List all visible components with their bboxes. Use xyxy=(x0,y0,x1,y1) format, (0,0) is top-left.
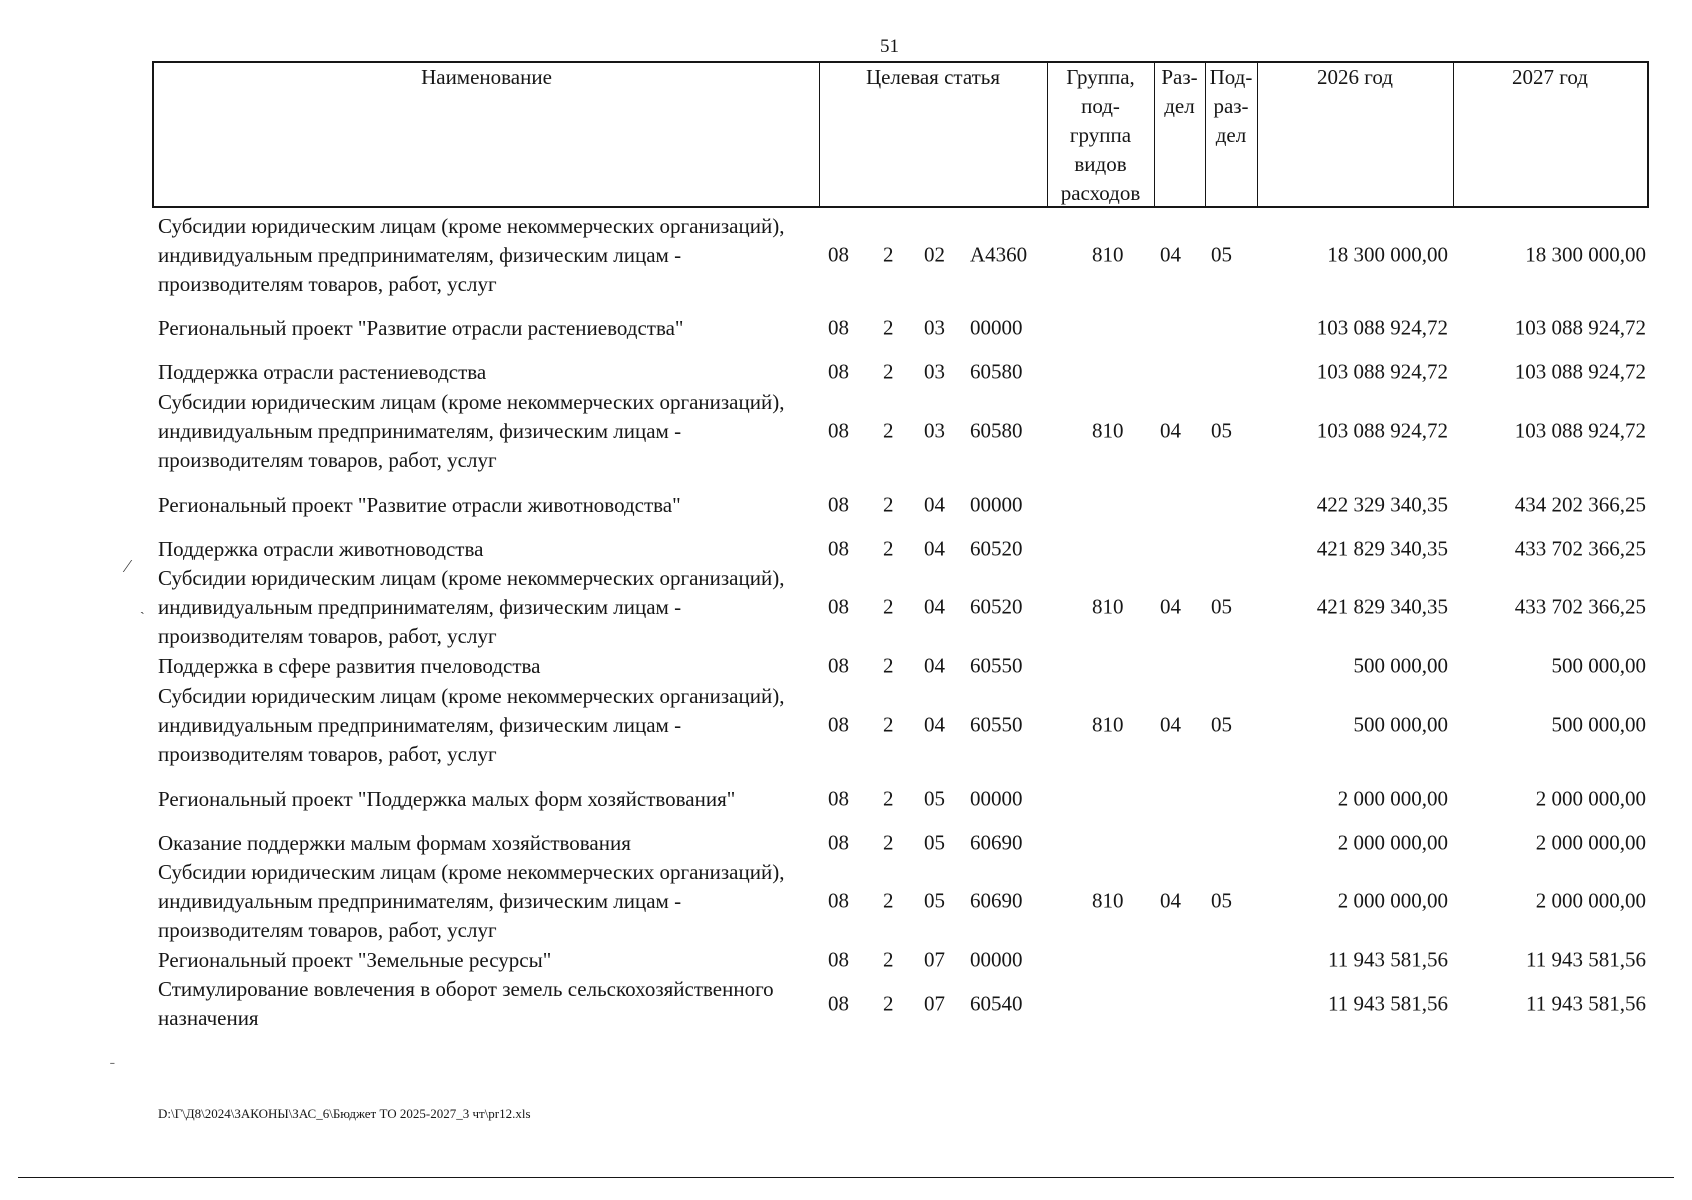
header-section xyxy=(1154,63,1205,121)
header-subsection-line: Под- xyxy=(1209,65,1253,89)
row-name: Субсидии юридическим лицам (кроме некоммерческих организаций), индивидуальным предпринимателям, физическим лицам - производителям товаров, работ, услуг xyxy=(158,565,785,648)
code-direction: 00000 xyxy=(970,947,1023,972)
code-direction: 60580 xyxy=(970,418,1023,443)
code-program: 08 xyxy=(828,991,849,1016)
header-year-2026: 2026 год xyxy=(1317,65,1393,89)
amount-2027: 500 000,00 xyxy=(1551,653,1646,678)
code-subprogram: 2 xyxy=(883,888,894,913)
code-program: 08 xyxy=(828,492,849,517)
code-program: 08 xyxy=(828,536,849,561)
subsection-code: 05 xyxy=(1211,712,1232,737)
scan-artifact-icon: ˏ xyxy=(140,600,145,615)
code-main-event: 05 xyxy=(924,786,945,811)
code-program: 08 xyxy=(828,242,849,267)
code-direction: 60690 xyxy=(970,888,1023,913)
code-program: 08 xyxy=(828,888,849,913)
row-name: Субсидии юридическим лицам (кроме некоммерческих организаций), индивидуальным предпринимателям, физическим лицам - производителям товаров, работ, услуг xyxy=(158,859,785,942)
row-name: Поддержка в сфере развития пчеловодства xyxy=(158,653,541,678)
code-program: 08 xyxy=(828,830,849,855)
section-code: 04 xyxy=(1160,418,1181,443)
code-subprogram: 2 xyxy=(883,594,894,619)
code-direction: 60690 xyxy=(970,830,1023,855)
section-code: 04 xyxy=(1160,712,1181,737)
code-subprogram: 2 xyxy=(883,536,894,561)
code-direction: 00000 xyxy=(970,492,1023,517)
amount-2026: 500 000,00 xyxy=(1353,712,1448,737)
code-direction: 60520 xyxy=(970,536,1023,561)
subsection-code: 05 xyxy=(1211,242,1232,267)
row-name: Оказание поддержки малым формам хозяйствования xyxy=(158,830,631,855)
amount-2027: 2 000 000,00 xyxy=(1535,888,1646,913)
code-main-event: 04 xyxy=(924,653,945,678)
amount-2026: 103 088 924,72 xyxy=(1316,359,1448,384)
code-direction: 60550 xyxy=(970,653,1023,678)
header-section-line: Раз- xyxy=(1161,65,1198,89)
amount-2027: 103 088 924,72 xyxy=(1514,315,1646,340)
code-program: 08 xyxy=(828,947,849,972)
amount-2026: 2 000 000,00 xyxy=(1337,888,1448,913)
code-main-event: 07 xyxy=(924,991,945,1016)
amount-2026: 422 329 340,35 xyxy=(1316,492,1448,517)
amount-2027: 103 088 924,72 xyxy=(1514,359,1646,384)
amount-2026: 421 829 340,35 xyxy=(1316,594,1448,619)
header-target-article: Целевая статья xyxy=(865,65,1001,89)
header-section-line: дел xyxy=(1164,94,1195,118)
section-code: 04 xyxy=(1160,594,1181,619)
amount-2027: 11 943 581,56 xyxy=(1526,947,1646,972)
code-program: 08 xyxy=(828,359,849,384)
code-direction: 60580 xyxy=(970,359,1023,384)
code-subprogram: 2 xyxy=(883,653,894,678)
code-main-event: 04 xyxy=(924,712,945,737)
scan-artifact-icon: ⁄ xyxy=(126,556,130,576)
code-subprogram: 2 xyxy=(883,418,894,443)
row-name: Региональный проект "Земельные ресурсы" xyxy=(158,947,552,972)
header-name: Наименование xyxy=(421,65,552,89)
row-name: Региональный проект "Развитие отрасли животноводства" xyxy=(158,492,681,517)
code-main-event: 07 xyxy=(924,947,945,972)
amount-2026: 421 829 340,35 xyxy=(1316,536,1448,561)
amount-2026: 11 943 581,56 xyxy=(1328,947,1448,972)
code-main-event: 02 xyxy=(924,242,945,267)
code-main-event: 04 xyxy=(924,536,945,561)
expense-group: 810 xyxy=(1092,418,1124,443)
expense-group: 810 xyxy=(1092,594,1124,619)
expense-group: 810 xyxy=(1092,242,1124,267)
code-main-event: 05 xyxy=(924,830,945,855)
code-program: 08 xyxy=(828,315,849,340)
row-name: Субсидии юридическим лицам (кроме некоммерческих организаций), индивидуальным предпринимателям, физическим лицам - производителям товаров, работ, услуг xyxy=(158,389,785,472)
code-direction: А4360 xyxy=(970,242,1028,267)
amount-2026: 500 000,00 xyxy=(1353,653,1448,678)
amount-2026: 18 300 000,00 xyxy=(1327,242,1448,267)
code-main-event: 04 xyxy=(924,492,945,517)
code-subprogram: 2 xyxy=(883,712,894,737)
amount-2026: 103 088 924,72 xyxy=(1316,418,1448,443)
row-name: Поддержка отрасли растениеводства xyxy=(158,359,487,384)
header-subsection xyxy=(1205,63,1257,150)
row-name: Региональный проект "Развитие отрасли растениеводства" xyxy=(158,315,684,340)
header-subsection-line: раз- xyxy=(1213,94,1249,118)
code-program: 08 xyxy=(828,594,849,619)
amount-2027: 433 702 366,25 xyxy=(1514,536,1646,561)
code-direction: 60550 xyxy=(970,712,1023,737)
section-code: 04 xyxy=(1160,888,1181,913)
amount-2027: 103 088 924,72 xyxy=(1514,418,1646,443)
amount-2026: 11 943 581,56 xyxy=(1328,991,1448,1016)
amount-2026: 2 000 000,00 xyxy=(1337,786,1448,811)
code-main-event: 03 xyxy=(924,418,945,443)
code-subprogram: 2 xyxy=(883,786,894,811)
footer-file-path: D:\Г\Д8\2024\ЗАКОНЫ\ЗАС_6\Бюджет ТО 2025-2027_3 чт\pr12.xls xyxy=(158,1106,531,1121)
code-program: 08 xyxy=(828,418,849,443)
code-subprogram: 2 xyxy=(883,492,894,517)
header-group-line: видов xyxy=(1074,152,1127,176)
header-expense-group xyxy=(1047,63,1154,208)
code-subprogram: 2 xyxy=(883,359,894,384)
page-number: 51 xyxy=(880,36,899,57)
row-name: Субсидии юридическим лицам (кроме некоммерческих организаций), индивидуальным предпринимателям, физическим лицам - производителям товаров, работ, услуг xyxy=(158,213,785,296)
code-main-event: 04 xyxy=(924,594,945,619)
code-main-event: 05 xyxy=(924,888,945,913)
code-main-event: 03 xyxy=(924,359,945,384)
code-subprogram: 2 xyxy=(883,315,894,340)
expense-group: 810 xyxy=(1092,712,1124,737)
header-group-line: группа xyxy=(1069,123,1132,147)
amount-2027: 18 300 000,00 xyxy=(1525,242,1646,267)
code-subprogram: 2 xyxy=(883,947,894,972)
subsection-code: 05 xyxy=(1211,594,1232,619)
row-name: Региональный проект "Поддержка малых форм хозяйствования" xyxy=(158,786,736,811)
amount-2027: 500 000,00 xyxy=(1551,712,1646,737)
code-subprogram: 2 xyxy=(883,830,894,855)
code-program: 08 xyxy=(828,653,849,678)
code-program: 08 xyxy=(828,712,849,737)
code-direction: 00000 xyxy=(970,786,1023,811)
row-name: Субсидии юридическим лицам (кроме некоммерческих организаций), индивидуальным предпринимателям, физическим лицам - производителям товаров, работ, услуг xyxy=(158,683,785,766)
row-name: Поддержка отрасли животноводства xyxy=(158,536,484,561)
amount-2027: 433 702 366,25 xyxy=(1514,594,1646,619)
code-program: 08 xyxy=(828,786,849,811)
amount-2027: 11 943 581,56 xyxy=(1526,991,1646,1016)
amount-2027: 2 000 000,00 xyxy=(1535,830,1646,855)
code-subprogram: 2 xyxy=(883,991,894,1016)
scan-artifact-icon: ˗ xyxy=(110,1055,115,1070)
code-direction: 60520 xyxy=(970,594,1023,619)
header-year-2027: 2027 год xyxy=(1512,65,1588,89)
code-subprogram: 2 xyxy=(883,242,894,267)
amount-2026: 2 000 000,00 xyxy=(1337,830,1448,855)
amount-2026: 103 088 924,72 xyxy=(1316,315,1448,340)
header-group-line: под- xyxy=(1081,94,1120,118)
header-group-line: расходов xyxy=(1060,181,1141,205)
code-direction: 60540 xyxy=(970,991,1023,1016)
code-direction: 00000 xyxy=(970,315,1023,340)
amount-2027: 2 000 000,00 xyxy=(1535,786,1646,811)
page-bottom-rule xyxy=(18,1177,1674,1178)
amount-2027: 434 202 366,25 xyxy=(1514,492,1646,517)
expense-group: 810 xyxy=(1092,888,1124,913)
header-group-line: Группа, xyxy=(1066,65,1135,89)
row-name: Стимулирование вовлечения в оборот земель сельскохозяйственного назначения xyxy=(158,977,774,1030)
table-header xyxy=(152,61,1649,208)
header-subsection-line: дел xyxy=(1215,123,1247,147)
subsection-code: 05 xyxy=(1211,888,1232,913)
code-main-event: 03 xyxy=(924,315,945,340)
section-code: 04 xyxy=(1160,242,1181,267)
subsection-code: 05 xyxy=(1211,418,1232,443)
